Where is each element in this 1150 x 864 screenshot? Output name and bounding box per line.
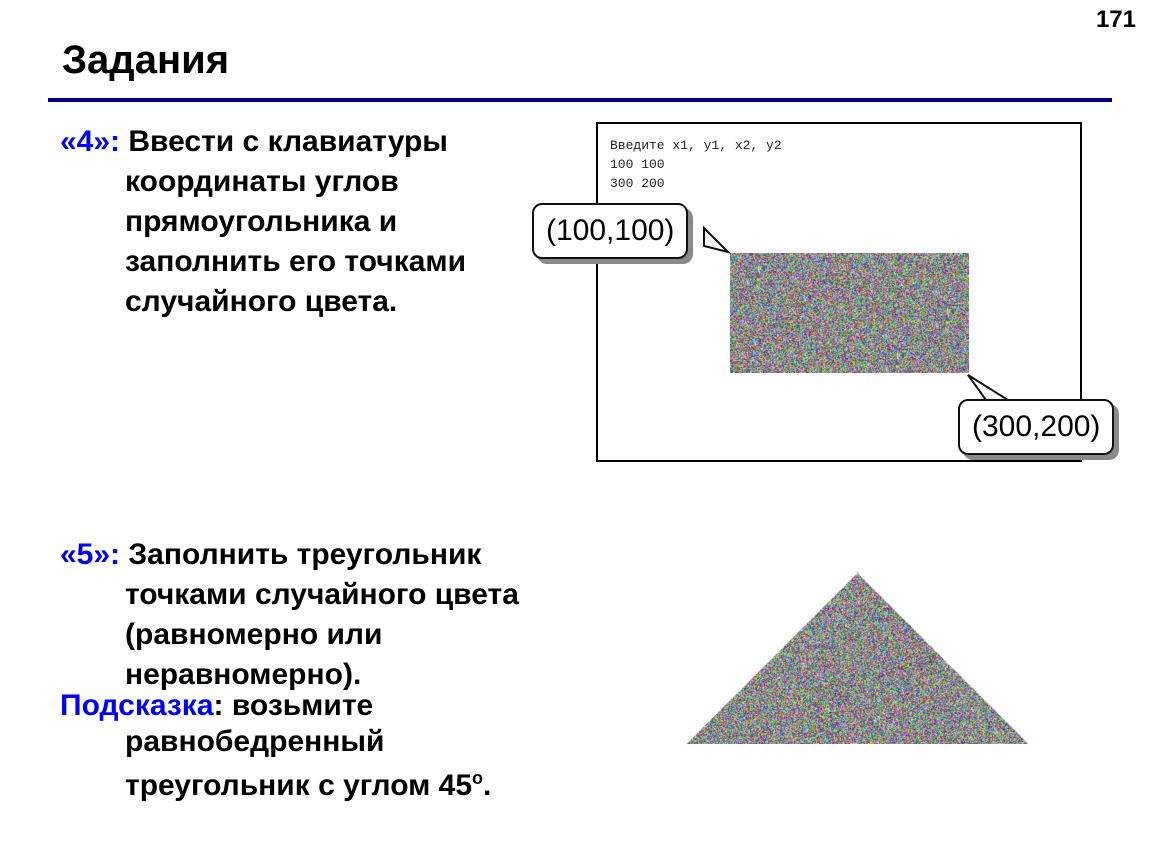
hint-period: . bbox=[483, 769, 492, 802]
task-5-text: Заполнить треугольник bbox=[128, 538, 482, 571]
task-4-line-5: случайного цвета. bbox=[125, 285, 398, 318]
hint-line-1 bbox=[60, 688, 491, 724]
task-5-line-4: неравномерно). bbox=[125, 658, 362, 691]
console-line-prompt: Введите x1, y1, x2, y2 bbox=[610, 138, 782, 153]
task-4 bbox=[60, 122, 466, 322]
hint-text-1: возьмите bbox=[223, 689, 374, 722]
task-5-line-1 bbox=[60, 535, 519, 575]
hint-text-3: треугольник с углом 45 bbox=[125, 769, 473, 802]
random-color-rectangle bbox=[730, 253, 969, 373]
hint-line-3 bbox=[60, 760, 491, 804]
task-4-text: Ввести с клавиатуры bbox=[128, 125, 448, 158]
degree-mark: о bbox=[472, 768, 484, 788]
hint bbox=[60, 688, 491, 804]
page-number: 171 bbox=[1095, 6, 1136, 33]
callout-top-left: (100,100) bbox=[532, 203, 688, 259]
task-4-line-1 bbox=[60, 122, 466, 162]
hint-colon: : bbox=[213, 689, 224, 722]
hint-label: Подсказка bbox=[60, 689, 214, 722]
task-4-line-2: координаты углов bbox=[125, 165, 399, 198]
random-color-triangle bbox=[686, 572, 1028, 744]
task-4-line-3: прямоугольника и bbox=[125, 205, 398, 238]
console-line-input-2: 300 200 bbox=[610, 176, 665, 191]
task-5-line-3: (равномерно или bbox=[125, 618, 383, 651]
console-line-input-1: 100 100 bbox=[610, 157, 665, 172]
title-divider bbox=[48, 98, 1112, 102]
task-4-line-4: заполнить его точками bbox=[125, 245, 467, 278]
task-5 bbox=[60, 535, 519, 695]
task-5-line-2: точками случайного цвета bbox=[125, 578, 519, 611]
task-5-number: «5»: bbox=[60, 538, 121, 571]
console-output bbox=[610, 136, 782, 193]
callout-bottom-right: (300,200) bbox=[958, 399, 1114, 455]
hint-line-2: равнобедренный bbox=[125, 725, 385, 758]
page-title: Задания bbox=[62, 38, 230, 82]
task-4-number: «4»: bbox=[60, 125, 121, 158]
